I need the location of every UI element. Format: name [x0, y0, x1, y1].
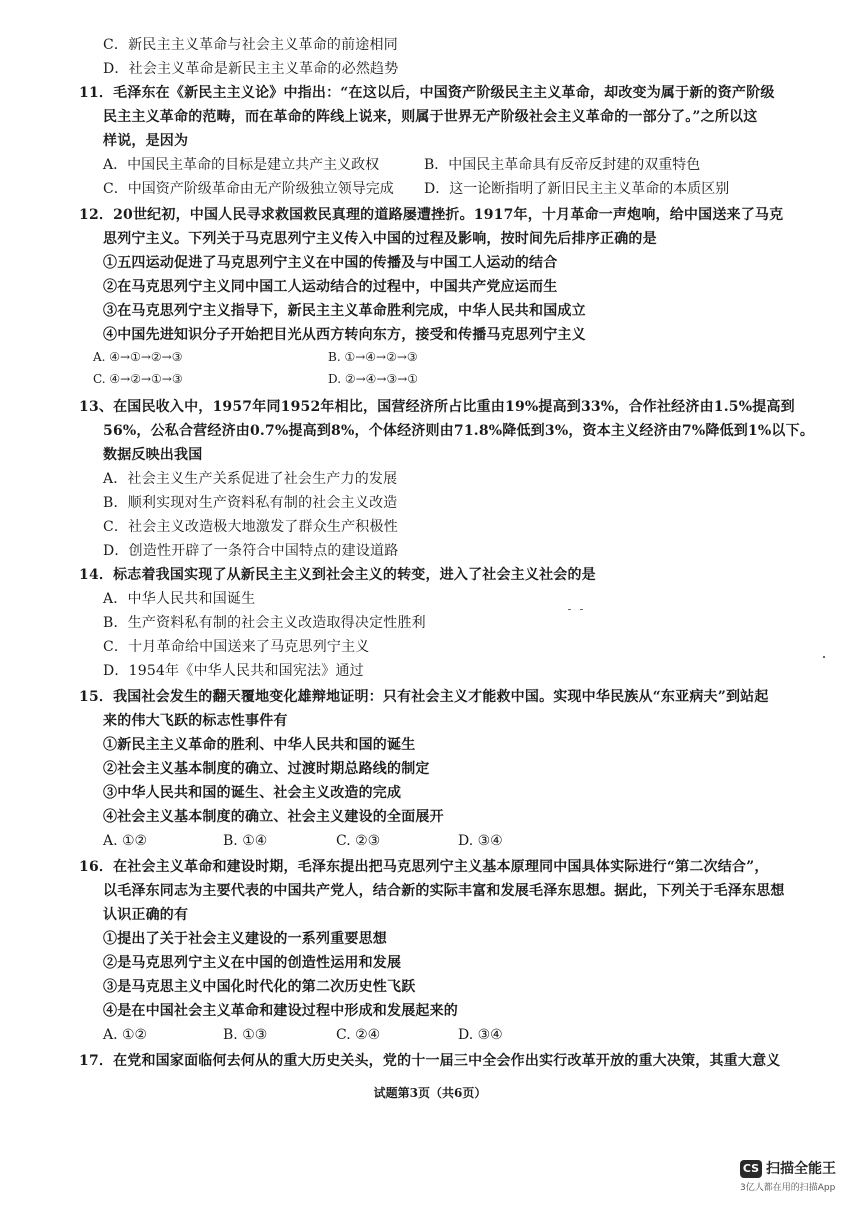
q15-item-3: ③中华人民共和国的诞生、社会主义改造的完成 [103, 785, 402, 801]
q14-option-a: A．中华人民共和国诞生 [103, 591, 256, 607]
q14-stem: 14．标志着我国实现了从新民主主义到社会主义的转变，进入了社会主义社会的是 [79, 567, 596, 583]
q16-stem-cont: 以毛泽东同志为主要代表的中国共产党人，结合新的实际丰富和发展毛泽东思想。据此，下列关于毛泽东思想 [103, 883, 785, 899]
q11-stem-end: 样说，是因为 [103, 133, 189, 149]
q12-stem: 12．20世纪初，中国人民寻求救国救民真理的道路屡遭挫折。1917年，十月革命一声炮响，给中国送来了马克 [79, 207, 784, 223]
q13-stem-end: 数据反映出我国 [103, 447, 203, 463]
q16-option-c: C. ②④ [336, 1027, 381, 1043]
q14-option-c: C．十月革命给中国送来了马克思列宁主义 [103, 639, 370, 655]
q15-option-c: C. ②③ [336, 833, 381, 849]
q13-option-c: C．社会主义改造极大地激发了群众生产积极性 [103, 519, 398, 535]
q16-item-3: ③是马克思主义中国化时代化的第二次历史性飞跃 [103, 979, 416, 995]
q11-option-d: D．这一论断指明了新旧民主主义革命的本质区别 [424, 181, 730, 197]
q11-option-a: A．中国民主革命的目标是建立共产主义政权 [103, 157, 380, 173]
scan-speck [580, 609, 583, 610]
q13-option-d: D．创造性开辟了一条符合中国特点的建设道路 [103, 543, 399, 559]
q16-option-b: B. ①③ [223, 1027, 268, 1043]
camscanner-logo-icon: CS [740, 1160, 762, 1178]
q10-option-c: C．新民主主义革命与社会主义革命的前途相同 [103, 37, 398, 53]
q11-stem-cont: 民主主义革命的范畴，而在革命的阵线上说来，则属于世界无产阶级社会主义革命的一部分了。”之所以这 [103, 109, 758, 125]
q12-item-2: ②在马克思列宁主义同中国工人运动结合的过程中，中国共产党应运而生 [103, 279, 558, 295]
q12-item-4: ④中国先进知识分子开始把目光从西方转向东方，接受和传播马克思列宁主义 [103, 327, 586, 343]
q15-item-2: ②社会主义基本制度的确立、过渡时期总路线的制定 [103, 761, 430, 777]
q12-option-a: A. ④→①→②→③ [93, 350, 183, 364]
q12-item-1: ①五四运动促进了马克思列宁主义在中国的传播及与中国工人运动的结合 [103, 255, 558, 271]
watermark-app-name: 扫描全能王 [766, 1161, 836, 1177]
q11-option-c: C．中国资产阶级革命由无产阶级独立领导完成 [103, 181, 394, 197]
q12-stem-cont: 思列宁主义。下列关于马克思列宁主义传入中国的过程及影响，按时间先后排序正确的是 [103, 231, 657, 247]
q16-item-4: ④是在中国社会主义革命和建设过程中形成和发展起来的 [103, 1003, 458, 1019]
q15-item-1: ①新民主主义革命的胜利、中华人民共和国的诞生 [103, 737, 416, 753]
q15-item-4: ④社会主义基本制度的确立、社会主义建设的全面展开 [103, 809, 444, 825]
q16-item-1: ①提出了关于社会主义建设的一系列重要思想 [103, 931, 387, 947]
q17-stem: 17．在党和国家面临何去何从的重大历史关头，党的十一届三中全会作出实行改革开放的重大决策，其重大意义 [79, 1053, 781, 1069]
q16-option-d: D. ③④ [458, 1027, 503, 1043]
q11-stem: 11．毛泽东在《新民主主义论》中指出：“在这以后，中国资产阶级民主主义革命，却改变为属于新的资产阶级 [79, 85, 775, 101]
q15-option-b: B. ①④ [223, 833, 268, 849]
q10-option-d: D．社会主义革命是新民主主义革命的必然趋势 [103, 61, 399, 77]
q14-option-d: D．1954年《中华人民共和国宪法》通过 [103, 663, 364, 679]
scan-speck [823, 656, 825, 658]
q13-stem-cont: 56%，公私合营经济由0.7%提高到8%，个体经济则由71.8%降低到3%，资本主义经济由7%降低到1%以下。 [103, 423, 815, 439]
q15-option-a: A. ①② [103, 833, 148, 849]
q12-option-c: C. ④→②→①→③ [93, 372, 183, 386]
q11-option-b: B．中国民主革命具有反帝反封建的双重特色 [424, 157, 701, 173]
scan-speck [568, 609, 571, 610]
q15-stem-cont: 来的伟大飞跃的标志性事件有 [103, 713, 288, 729]
q13-option-b: B．顺利实现对生产资料私有制的社会主义改造 [103, 495, 398, 511]
q14-option-b: B．生产资料私有制的社会主义改造取得决定性胜利 [103, 615, 426, 631]
q16-option-a: A. ①② [103, 1027, 148, 1043]
scanner-watermark [740, 1160, 850, 1204]
q13-stem: 13、在国民收入中，1957年同1952年相比，国营经济所占比重由19%提高到33%，合作社经济由1.5%提高到 [79, 399, 795, 415]
q15-stem: 15．我国社会发生的翻天覆地变化雄辩地证明：只有社会主义才能救中国。实现中华民族从“东亚病夫”到站起 [79, 689, 769, 705]
q13-option-a: A．社会主义生产关系促进了社会生产力的发展 [103, 471, 398, 487]
q12-item-3: ③在马克思列宁主义指导下，新民主主义革命胜利完成，中华人民共和国成立 [103, 303, 586, 319]
q16-stem-end: 认识正确的有 [103, 907, 189, 923]
q15-option-d: D. ③④ [458, 833, 503, 849]
q12-option-d: D. ②→④→③→① [328, 372, 419, 386]
q12-option-b: B. ①→④→②→③ [328, 350, 418, 364]
page-footer: 试题第3页（共6页） [373, 1086, 487, 1100]
watermark-tagline: 3亿人都在用的扫描App [740, 1183, 836, 1193]
q16-item-2: ②是马克思列宁主义在中国的创造性运用和发展 [103, 955, 402, 971]
q16-stem: 16．在社会主义革命和建设时期，毛泽东提出把马克思列宁主义基本原理同中国具体实际进行“第二次结合”， [79, 859, 769, 875]
